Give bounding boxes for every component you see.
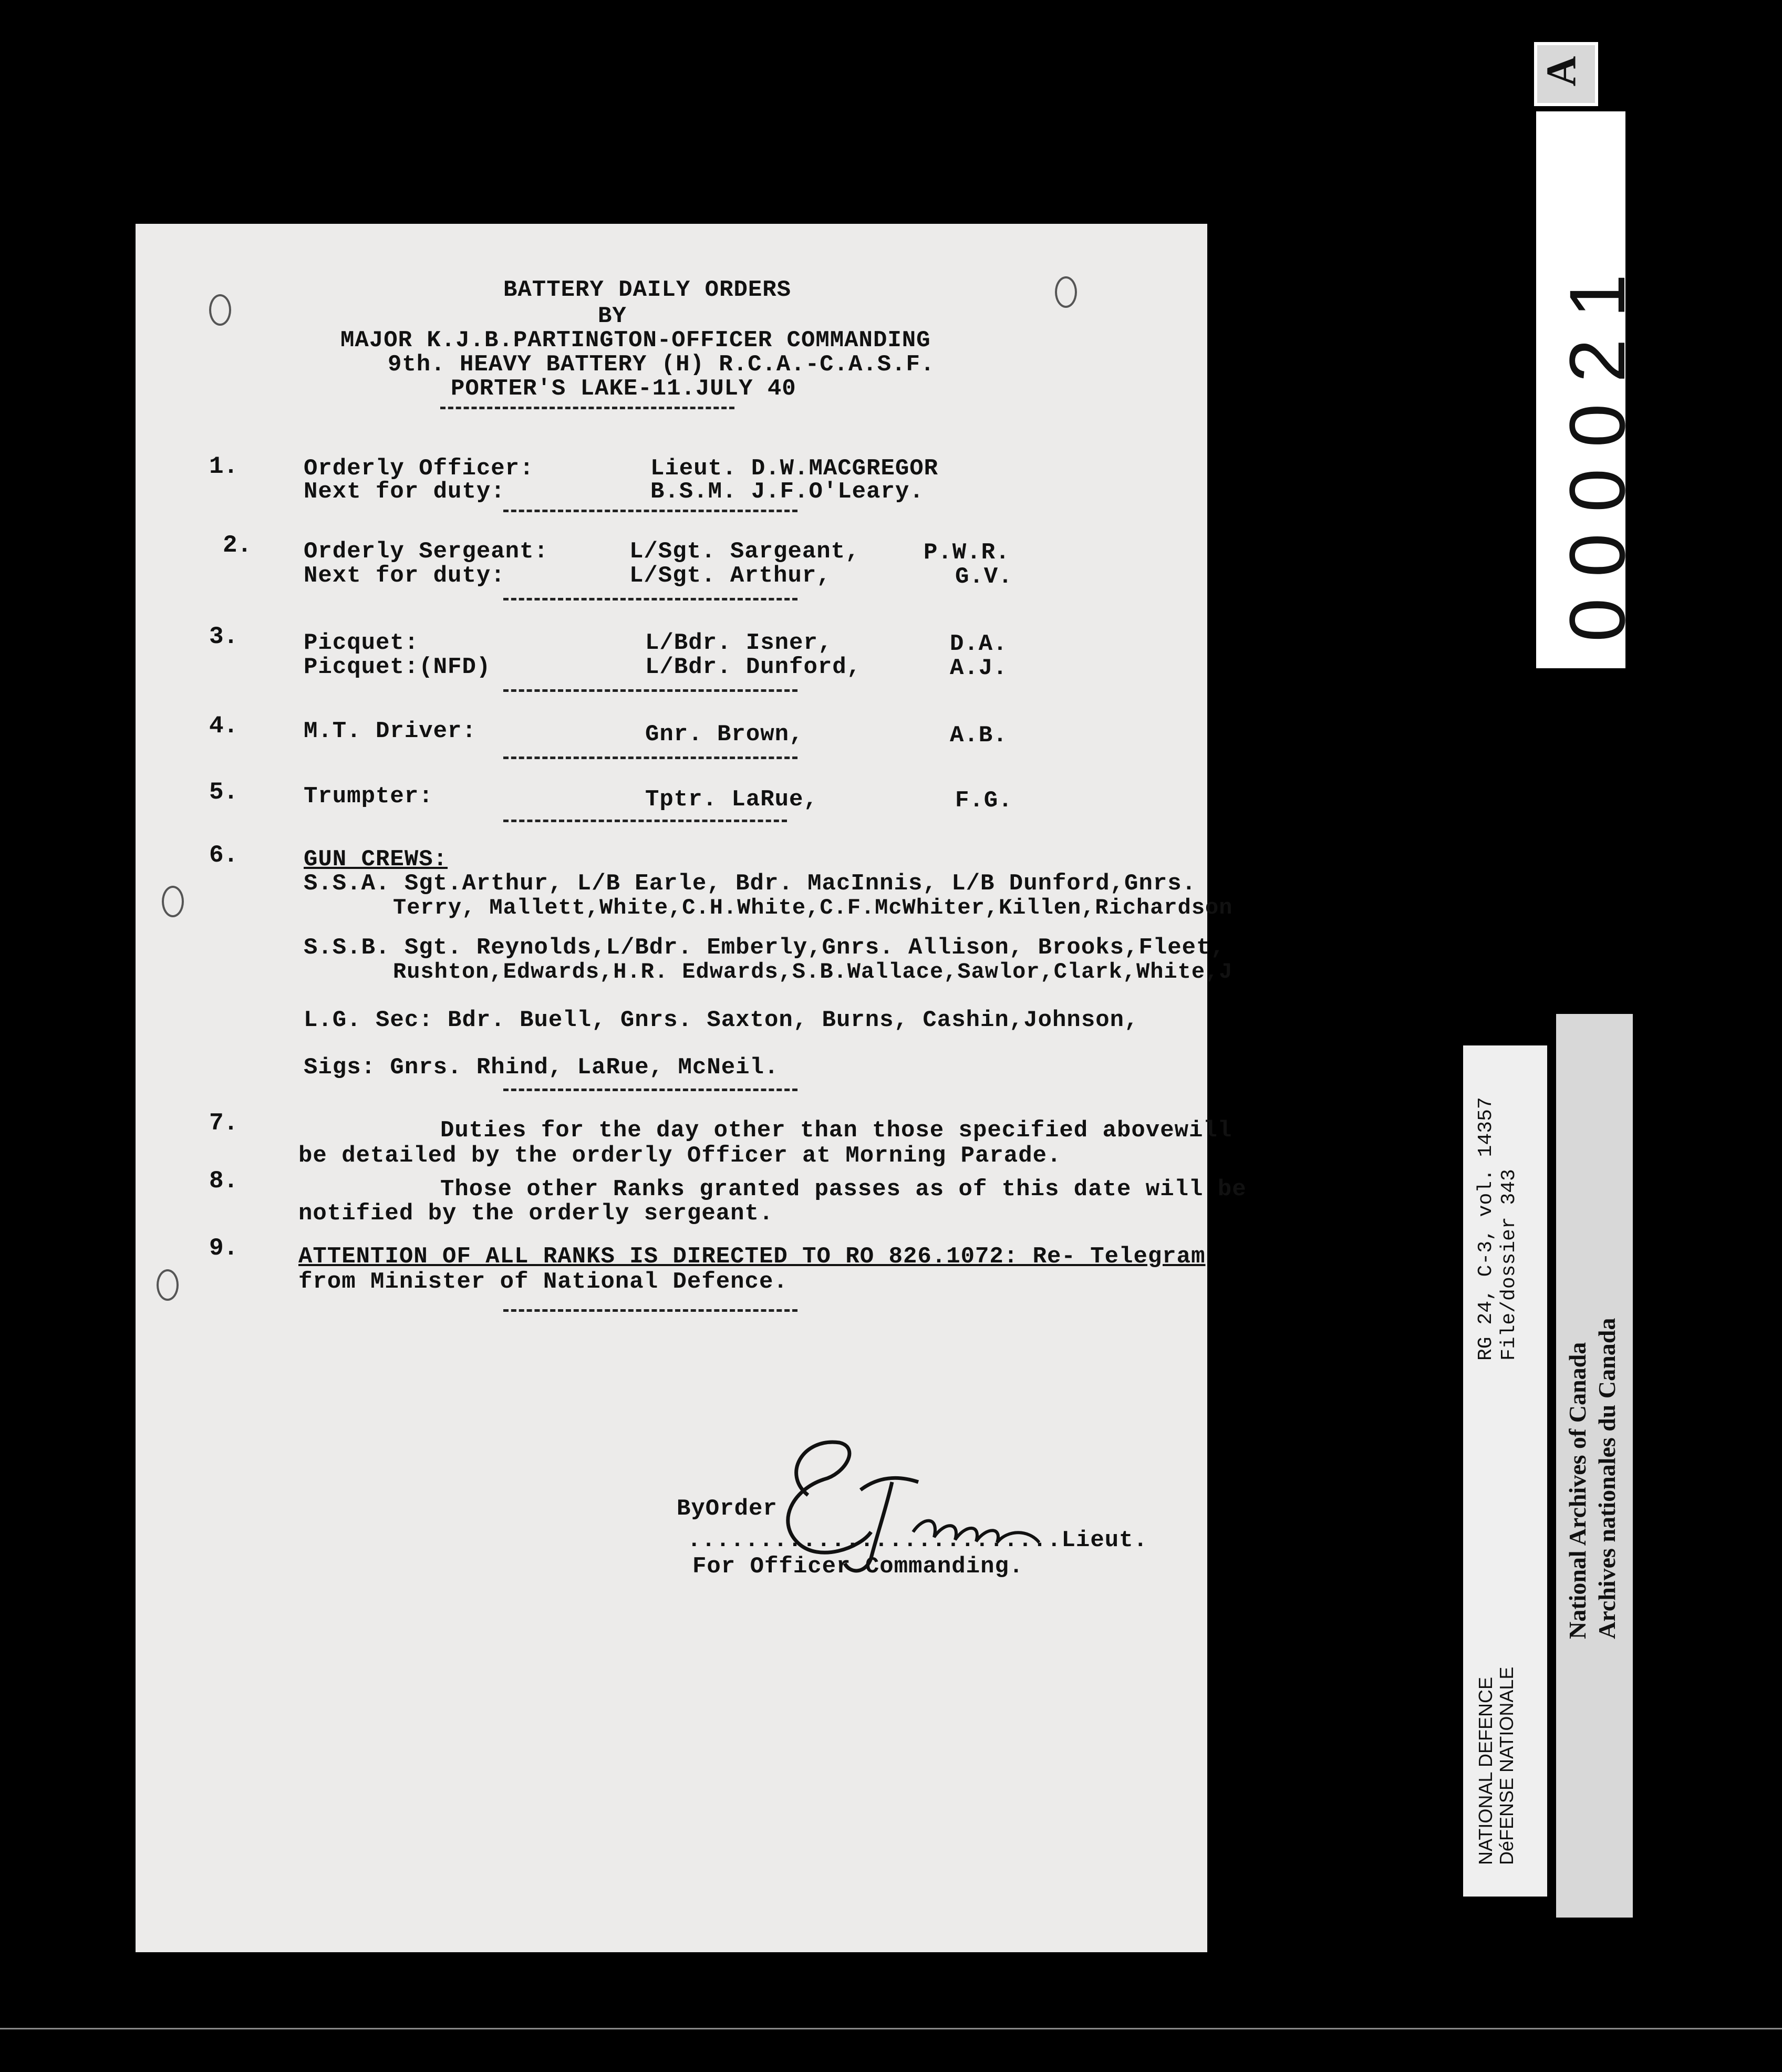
item-name: Tptr. LaRue, [645,786,818,813]
item-rule [503,820,787,822]
item-initials: A.J. [950,655,1008,681]
item7-line2: be detailed by the orderly Officer at Morning Parade. [298,1143,1062,1169]
item7-line1: Duties for the day other than those specified abovewill [440,1117,1232,1144]
item-label: Next for duty: [304,479,505,505]
item-rule [503,1089,797,1091]
item-label: Picquet: [304,630,419,656]
header-by: BY [598,303,627,329]
item-name: L/Sgt. Arthur, [629,563,831,589]
item-rule [503,598,797,600]
signature-dots-lieut: ..........................Lieut. [687,1527,1148,1553]
item-number: 4. [209,712,239,740]
item-number: 9. [209,1235,239,1262]
item-initials: D.A. [950,631,1008,657]
dept-archive-label [1463,1045,1547,1897]
item8-line2: notified by the orderly sergeant. [298,1200,774,1227]
national-archives-fr: Archives nationales du Canada [1593,1318,1620,1639]
item-name: L/Sgt. Sargeant, [629,538,860,565]
item-label: Trumpter: [304,783,433,810]
gun-crews-ssa-line2: Terry, Mallett,White,C.H.White,C.F.McWhiter,Killen,Richardson [393,895,1233,920]
item-number: 6. [209,842,239,869]
gun-crews-ssb-line2: Rushton,Edwards,H.R. Edwards,S.B.Wallace,Sawlor,Clark,White,J [393,959,1233,985]
item-label: Orderly Sergeant: [304,538,548,565]
item-number: 8. [209,1167,239,1195]
gun-crews-lg-section: L.G. Sec: Bdr. Buell, Gnrs. Saxton, Burns, Cashin,Johnson, [304,1007,1139,1033]
document-page [136,224,1247,1952]
item-number: 1. [209,453,239,480]
gun-crews-ssb-line1: S.S.B. Sgt. Reynolds,L/Bdr. Emberly,Gnrs. Allison, Brooks,Fleet, [304,935,1225,961]
punch-hole-top-right [1055,276,1077,308]
archive-reference-line2: File/dossier 343 [1498,1169,1520,1361]
national-archives-label [1556,1014,1633,1918]
header-officer: MAJOR K.J.B.PARTINGTON-OFFICER COMMANDING [340,327,931,354]
department-name-fr: DéFENSE NATIONALE [1496,1666,1517,1865]
handwritten-signature [703,1416,1071,1584]
header-rule [440,407,734,409]
gun-crews-heading: GUN CREWS: [304,846,448,873]
header-title: BATTERY DAILY ORDERS [503,277,792,303]
header-battery: 9th. HEAVY BATTERY (H) R.C.A.-C.A.S.F. [388,351,935,378]
gun-crews-signals: Sigs: Gnrs. Rhind, LaRue, McNeil. [304,1054,779,1081]
item-initials: F.G. [955,788,1013,814]
header-location-date: PORTER'S LAKE-11.JULY 40 [451,376,796,402]
punch-hole-lower-left [157,1269,179,1301]
item-label: Next for duty: [304,563,505,589]
item8-line1: Those other Ranks granted passes as of this date will be [440,1176,1247,1203]
item-label: Picquet:(NFD) [304,654,491,680]
item-initials: A.B. [950,722,1008,749]
item-rule [503,757,797,759]
punch-hole-middle-left [162,886,184,917]
by-order-label: ByOrder [677,1496,778,1522]
for-officer-commanding: For Officer Commanding. [692,1553,1024,1580]
item9-line2: from Minister of National Defence. [298,1269,788,1295]
punch-hole-top-left [209,294,231,326]
national-archives-en: National Archives of Canada [1564,1342,1591,1639]
frame-bottom-line [0,2028,1782,2029]
frame-letter-box [1534,42,1598,106]
archive-reference-line1: RG 24, C-3, vol. 14357 [1475,1097,1497,1361]
item-number: 3. [209,623,239,650]
item-initials: G.V. [955,564,1013,590]
item-label: M.T. Driver: [304,718,476,744]
item-name: B.S.M. J.F.O'Leary. [650,479,924,505]
item-name: L/Bdr. Isner, [645,630,833,656]
item-rule [503,510,797,512]
item-name: L/Bdr. Dunford, [645,654,862,680]
department-name-en: NATIONAL DEFENCE [1475,1676,1496,1865]
item9-line1: ATTENTION OF ALL RANKS IS DIRECTED TO RO 826.1072: Re- Telegram [298,1244,1206,1270]
frame-number-strip [1536,111,1641,668]
item-name: Gnr. Brown, [645,721,804,748]
item-number: 7. [209,1110,239,1137]
gun-crews-ssa-line1: S.S.A. Sgt.Arthur, L/B Earle, Bdr. MacInnis, L/B Dunford,Gnrs. [304,871,1197,897]
item-rule [503,1309,797,1312]
item-label: Orderly Officer: [304,455,534,482]
frame-letter: A [1538,56,1585,87]
frame-number: 000021 [1553,253,1641,642]
item-initials: P.W.R. [924,540,1010,566]
item-name: Lieut. D.W.MACGREGOR [650,455,939,482]
item-number: 2. [223,532,252,559]
item-rule [503,689,797,692]
item-number: 5. [209,779,239,806]
